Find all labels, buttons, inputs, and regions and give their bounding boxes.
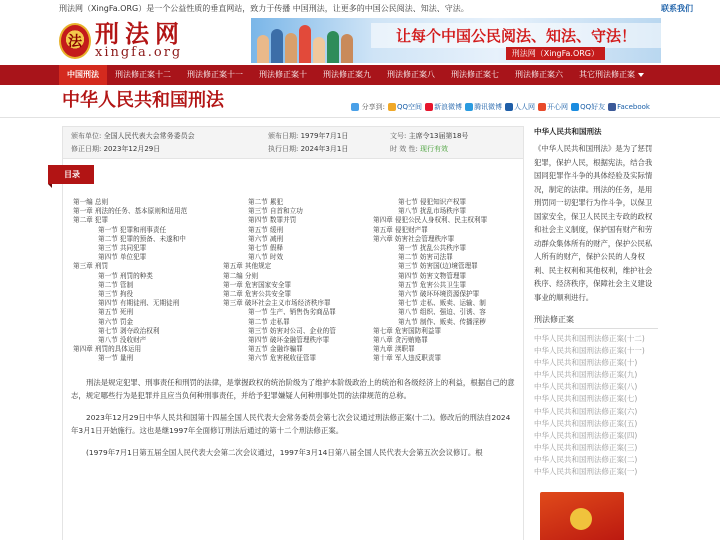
issuer-value: 全国人民代表大会常务委员会 xyxy=(103,132,195,140)
toc-link[interactable]: 第五节 危害公共卫生罪 xyxy=(398,280,467,289)
toc-link[interactable]: 第八章 贪污贿赂罪 xyxy=(373,336,428,345)
toc-link[interactable]: 第四章 刑罚的具体运用 xyxy=(73,345,142,354)
share-item[interactable] xyxy=(608,103,650,111)
toc-link[interactable]: 第二节 犯罪的预备、未遂和中 xyxy=(98,234,186,243)
book-cover-image xyxy=(540,492,624,540)
doc-no-value: 主席令13届第18号 xyxy=(408,132,469,140)
amendment-link[interactable]: 中华人民共和国刑法修正案(六) xyxy=(534,406,638,416)
share-item-label: 腾讯微博 xyxy=(474,103,503,111)
amendment-link[interactable]: 中华人民共和国刑法修正案(十) xyxy=(534,358,638,368)
content-panel xyxy=(62,126,524,540)
toc-link[interactable]: 第五节 缓刑 xyxy=(248,225,284,234)
toc-link[interactable]: 第六章 妨害社会管理秩序罪 xyxy=(373,234,455,243)
toc-link[interactable]: 第九章 渎职罪 xyxy=(373,345,415,354)
toc-link[interactable]: 第六节 罚金 xyxy=(98,317,134,326)
toc-link[interactable]: 第二节 管制 xyxy=(98,280,134,289)
amendment-link[interactable]: 中华人民共和国刑法修正案(八) xyxy=(534,382,638,392)
toc-link[interactable]: 第四章 侵犯公民人身权利、民主权利罪 xyxy=(373,216,488,225)
sidebar-description: 《中华人民共和国刑法》是为了惩罚犯罪，保护人民，根据宪法，结合我国同犯罪作斗争的具体经验及实际情况，制定的法律。刑法的任务，是用刑罚同一切犯罪行为作斗争，以保卫国家安全，保卫人民民主专政的政权和社会主义制度，保护国有财产和劳动群众集体所有的财产，保护公民私人所有的财产，保护公民的人身权利、民主权利和其他权利，维护社会秩序、经济秩序，保障社会主义建设事业的顺利进行。 xyxy=(534,144,653,302)
nav-item[interactable]: 刑法修正案十二 xyxy=(115,70,171,79)
toc-link[interactable]: 第六节 减刑 xyxy=(248,234,284,243)
toc-link[interactable]: 第三章 刑罚 xyxy=(73,262,109,271)
share-item-label: 开心网 xyxy=(547,103,569,111)
nav-item[interactable]: 刑法修正案十 xyxy=(259,70,307,79)
top-info-bar xyxy=(0,0,720,16)
toc-link[interactable]: 第八节 没收财产 xyxy=(98,336,147,345)
sidebar-title: 中华人民共和国刑法 xyxy=(534,127,602,136)
site-logo[interactable] xyxy=(59,19,185,60)
toc-link[interactable]: 第二章 危害公共安全罪 xyxy=(223,290,292,299)
toc-link[interactable]: 第四节 数罪并罚 xyxy=(248,216,297,225)
toc-link[interactable]: 第八节 时效 xyxy=(248,253,284,262)
share-bar xyxy=(351,102,650,112)
toc-link[interactable]: 第七节 走私、贩卖、运输、制 xyxy=(398,299,486,308)
toc-link[interactable]: 第三节 妨害对公司、企业的管 xyxy=(248,326,336,335)
toc-link[interactable]: 第二编 分则 xyxy=(223,271,259,280)
banner-tag: 刑法网（XingFa.ORG） xyxy=(506,47,605,60)
toc-link[interactable]: 第三节 妨害国(边)境管理罪 xyxy=(398,262,478,271)
people-illustration xyxy=(251,18,371,63)
banner-slogan: 让每个中国公民阅法、知法、守法！ xyxy=(371,23,661,48)
nav-item[interactable]: 中国刑法 xyxy=(59,65,107,85)
toc-link[interactable]: 第三节 拘役 xyxy=(98,290,134,299)
amendment-link[interactable]: 中华人民共和国刑法修正案(十一) xyxy=(534,346,645,356)
nav-item[interactable]: 刑法修正案十一 xyxy=(187,70,243,79)
amendment-link[interactable]: 中华人民共和国刑法修正案(三) xyxy=(534,442,638,452)
toc-column-1 xyxy=(73,198,223,364)
revise-date-value: 2023年12月29日 xyxy=(103,145,161,153)
share-item[interactable] xyxy=(505,102,535,112)
toc-link[interactable]: 第三节 共同犯罪 xyxy=(98,244,147,253)
paragraph: 2023年12月29日中华人民共和国第十四届全国人民代表大会常务委员会第七次会议通过刑法修正案(十二)。修改后的刑法自2024年3月1日开始施行。这也是继1997年全面修订刑法后通过的第十二个刑法修正案。 xyxy=(71,412,511,435)
amendment-link[interactable]: 中华人民共和国刑法修正案(一) xyxy=(534,467,638,477)
amendment-link[interactable]: 中华人民共和国刑法修正案(十二) xyxy=(534,334,645,343)
share-item[interactable] xyxy=(425,102,462,112)
article-body xyxy=(63,364,523,459)
amendment-link[interactable]: 中华人民共和国刑法修正案(九) xyxy=(534,370,638,380)
main-nav xyxy=(0,65,720,85)
toc-link[interactable]: 第一节 扰乱公共秩序罪 xyxy=(398,244,467,253)
share-icon xyxy=(351,103,359,111)
amendments-list xyxy=(534,333,658,478)
toc-link[interactable]: 第七节 剥夺政治权利 xyxy=(98,326,160,335)
share-service-icon xyxy=(608,103,616,111)
header-banner xyxy=(251,18,661,63)
toc-link[interactable]: 第四节 有期徒刑、无期徒刑 xyxy=(98,299,180,308)
main-area xyxy=(0,118,720,540)
toc-link[interactable]: 第一节 量刑 xyxy=(98,354,134,363)
toc-link[interactable]: 第三章 破坏社会主义市场经济秩序罪 xyxy=(223,299,331,308)
status-value: 现行有效 xyxy=(420,145,449,153)
nav-item[interactable]: 其它刑法修正案 xyxy=(571,65,652,85)
toc-link[interactable]: 第一节 犯罪和刑事责任 xyxy=(98,225,167,234)
amendment-link[interactable]: 中华人民共和国刑法修正案(七) xyxy=(534,394,638,404)
toc-link[interactable]: 第七节 假释 xyxy=(248,244,284,253)
toc-link[interactable]: 第二节 走私罪 xyxy=(248,317,290,326)
toc-link[interactable]: 第三节 自首和立功 xyxy=(248,207,303,216)
toc-link[interactable]: 第一章 危害国家安全罪 xyxy=(223,280,292,289)
share-label: 分享到: xyxy=(361,103,386,111)
sidebar xyxy=(534,126,658,540)
national-emblem-icon: 法 xyxy=(59,23,91,59)
share-item-label: 人人网 xyxy=(514,103,536,111)
toc-link[interactable]: 第一节 生产、销售伪劣商品罪 xyxy=(248,308,336,317)
exec-date-value: 2024年3月1日 xyxy=(300,145,349,153)
share-service-icon xyxy=(465,103,473,111)
toc-link[interactable]: 第一节 刑罚的种类 xyxy=(98,271,153,280)
nav-item[interactable]: 刑法修正案九 xyxy=(323,70,371,79)
nav-item[interactable]: 刑法修正案七 xyxy=(451,70,499,79)
toc-link[interactable]: 第七节 侵犯知识产权罪 xyxy=(398,198,467,206)
paragraph: (1979年7月1日第五届全国人民代表大会第二次会议通过，1997年3月14日第八届全国人民代表大会第五次会议修订。根 xyxy=(86,447,483,457)
share-item-label: 新浪微博 xyxy=(434,103,463,111)
page-title: 中华人民共和国刑法 xyxy=(62,90,224,111)
toc-link[interactable]: 第六节 破坏环境资源保护罪 xyxy=(398,290,480,299)
toc-link[interactable]: 第八节 扰乱市场秩序罪 xyxy=(398,207,467,216)
contact-link[interactable]: 联系我们 xyxy=(661,3,693,13)
share-item-label: Facebook xyxy=(617,103,650,111)
logo-cn-text: 刑法网 xyxy=(95,19,185,48)
share-item[interactable] xyxy=(388,102,422,112)
amendment-link[interactable]: 中华人民共和国刑法修正案(五) xyxy=(534,418,638,428)
nav-item[interactable]: 刑法修正案八 xyxy=(387,70,435,79)
toc-link[interactable]: 第五节 死刑 xyxy=(98,308,134,317)
toc-column-3 xyxy=(373,198,523,364)
toc-link[interactable]: 第一编 总则 xyxy=(73,198,109,206)
site-header xyxy=(0,16,720,65)
toc-link[interactable]: 第七章 危害国防利益罪 xyxy=(373,326,442,335)
toc-link[interactable]: 第四节 单位犯罪 xyxy=(98,253,147,262)
toc-link[interactable]: 第二章 犯罪 xyxy=(73,216,109,225)
toc-link[interactable]: 第五章 其他规定 xyxy=(223,262,272,271)
toc-tab: 目录 xyxy=(48,165,94,184)
share-item[interactable] xyxy=(538,102,568,112)
toc-link[interactable]: 第四节 破坏金融管理秩序罪 xyxy=(248,336,330,345)
toc-link[interactable]: 第二节 妨害司法罪 xyxy=(398,253,453,262)
share-service-icon xyxy=(538,103,546,111)
logo-en-text: xingfa.org xyxy=(95,45,183,60)
amendments-heading: 刑法修正案 xyxy=(534,314,658,329)
nav-item[interactable]: 刑法修正案六 xyxy=(515,70,563,79)
share-item[interactable] xyxy=(571,102,605,112)
site-intro: 刑法网（XingFa.ORG）是一个公益性质的垂直网站，致力于传播 中国刑法，让更多的中国公民阅法、知法、守法。 xyxy=(59,3,469,13)
share-item-label: QQ好友 xyxy=(580,103,606,111)
issue-date-value: 1979年7月1日 xyxy=(300,132,349,140)
toc-link[interactable]: 第八节 组织、强迫、引诱、容 xyxy=(398,308,486,317)
toc-link[interactable]: 第九节 制作、贩卖、传播淫秽 xyxy=(398,317,486,326)
share-service-icon xyxy=(571,103,579,111)
amendment-link[interactable]: 中华人民共和国刑法修正案(四) xyxy=(534,430,638,440)
toc-link[interactable]: 第一章 刑法的任务、基本原则和适用范 xyxy=(73,207,188,216)
share-item[interactable] xyxy=(465,102,502,112)
paragraph: 刑法是规定犯罪、刑事责任和刑罚的法律，是掌握政权的统治阶级为了维护本阶级政治上的统治和各级经济上的利益，根据自己的意志，规定哪些行为是犯罪并且应当负何种刑事责任，并给予犯罪嫌疑人何种刑事处罚的法律规范的总称。 xyxy=(71,377,515,400)
toc-link[interactable]: 第五章 侵犯财产罪 xyxy=(373,225,428,234)
caret-down-icon xyxy=(638,73,644,77)
title-bar xyxy=(0,85,720,118)
toc-link[interactable]: 第二节 累犯 xyxy=(248,198,284,206)
toc-link[interactable]: 第六节 危害税收征管罪 xyxy=(248,354,317,363)
share-service-icon xyxy=(425,103,433,111)
toc-link[interactable]: 第十章 军人违反职责罪 xyxy=(373,354,442,363)
toc-column-2 xyxy=(223,198,373,364)
law-meta: 颁布单位: 全国人民代表大会常务委员会 颁布日期: 1979年7月1日 文号: 主席令13届第18号 修正日期: 2023年12月29日 执行日期: 2024年3月1日 时 效 性: 现行有效 xyxy=(63,127,523,159)
table-of-contents xyxy=(63,159,523,364)
share-service-icon xyxy=(388,103,396,111)
toc-link[interactable]: 第五节 金融诈骗罪 xyxy=(248,345,303,354)
toc-link[interactable]: 第四节 妨害文物管理罪 xyxy=(398,271,467,280)
amendment-link[interactable]: 中华人民共和国刑法修正案(二) xyxy=(534,454,638,464)
share-item-label: QQ空间 xyxy=(397,103,423,111)
share-service-icon xyxy=(505,103,513,111)
